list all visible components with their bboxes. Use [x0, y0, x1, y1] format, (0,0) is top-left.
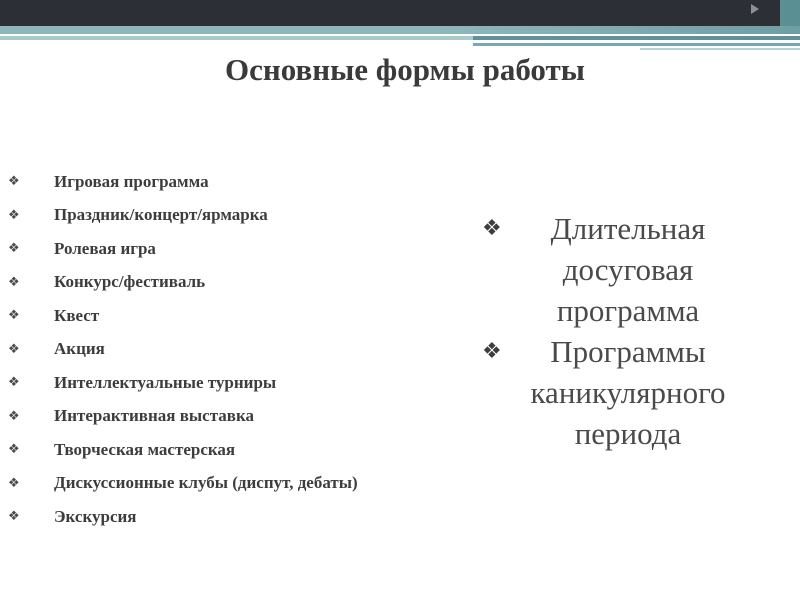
list-item [8, 500, 358, 534]
list-item [8, 199, 358, 233]
list-item [8, 400, 358, 434]
list-item-label: Дискуссионные клубы (диспут, дебаты) [54, 473, 358, 493]
list-item-label: Творческая мастерская [54, 439, 236, 459]
list-item-line: Длительная [550, 211, 706, 246]
header-stripe-thin [640, 48, 800, 50]
diamond-bullet-icon: ❖ [8, 341, 20, 357]
header-band [0, 0, 800, 26]
four-diamond-bullet-icon: ❖ [482, 339, 502, 364]
list-item-label: Интеллектуальные турниры [54, 372, 277, 392]
list-item [8, 165, 358, 199]
diamond-bullet-icon: ❖ [8, 241, 20, 257]
diamond-bullet-icon: ❖ [8, 207, 20, 223]
list-item [8, 467, 358, 501]
slide-title: Основные формы работы [225, 52, 585, 87]
list-item [8, 266, 358, 300]
list-item [8, 366, 358, 400]
header-stripe [0, 26, 800, 34]
diamond-bullet-icon: ❖ [8, 308, 20, 324]
header-stripe-dark [473, 36, 800, 40]
diamond-bullet-icon: ❖ [8, 408, 20, 424]
list-item [8, 433, 358, 467]
list-item [8, 333, 358, 367]
list-item-label: Праздник/концерт/ярмарка [54, 205, 268, 225]
arrow-icon [751, 4, 759, 14]
list-item-line: Программы [550, 334, 706, 369]
diamond-bullet-icon: ❖ [8, 509, 20, 525]
diamond-bullet-icon: ❖ [8, 475, 20, 491]
header-stripe-mid [473, 43, 800, 46]
list-item-label: Акция [54, 339, 105, 359]
diamond-bullet-icon: ❖ [8, 174, 20, 190]
four-diamond-bullet-icon: ❖ [482, 216, 502, 241]
list-item-line: каникулярного [530, 375, 726, 410]
diamond-bullet-icon: ❖ [8, 375, 20, 391]
forms-list [8, 165, 358, 534]
list-item-label: Конкурс/фестиваль [54, 272, 206, 292]
list-item-label: Ролевая игра [54, 238, 156, 258]
list-item-line: периода [574, 416, 682, 451]
list-item-line: программа [556, 293, 700, 328]
header-tab [780, 0, 800, 26]
list-item-label: Экскурсия [54, 506, 137, 526]
list-item-line: досуговая [562, 252, 694, 287]
list-item-label: Квест [54, 305, 100, 325]
list-item-label: Интерактивная выставка [54, 406, 255, 426]
list-item-label: Игровая программа [54, 171, 209, 191]
list-item [478, 208, 778, 331]
diamond-bullet-icon: ❖ [8, 442, 20, 458]
list-item [8, 299, 358, 333]
header-stripe-light [0, 36, 473, 40]
list-item [478, 331, 778, 454]
diamond-bullet-icon: ❖ [8, 274, 20, 290]
programs-list [478, 208, 778, 454]
list-item [8, 232, 358, 266]
